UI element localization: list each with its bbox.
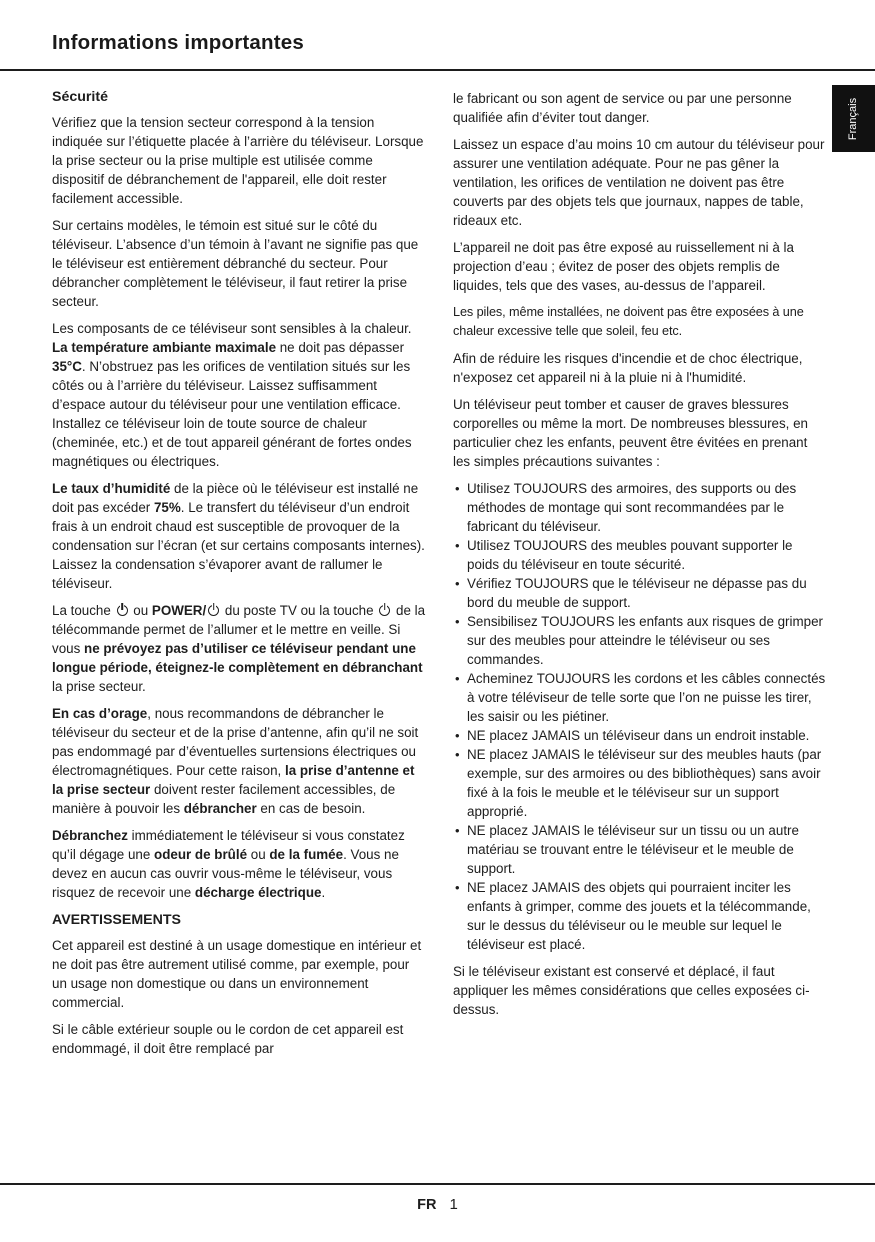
bullet-item: • Utilisez TOUJOURS des armoires, des supports ou des méthodes de montage qui sont recommandées par le fabricant du téléviseur. [453, 479, 828, 536]
bullet-item: • NE placez JAMAIS un téléviseur dans un endroit instable. [453, 726, 828, 745]
content-columns [52, 89, 828, 1066]
bullet-item: • Sensibilisez TOUJOURS les enfants aux risques de grimper sur des meubles pour atteindre le téléviseur ou ses commandes. [453, 612, 828, 669]
section-heading: AVERTISSEMENTS [52, 912, 182, 928]
page-title: Informations importantes [52, 31, 304, 54]
language-tab [832, 85, 875, 152]
bullet-item: • NE placez JAMAIS le téléviseur sur des meubles hauts (par exemple, sur des armoires ou des bibliothèques) sans avoir fixé à la fois le meuble et le téléviseur sur un support approprié. [453, 745, 828, 821]
bullet-item: • Utilisez TOUJOURS des meubles pouvant supporter le poids du téléviseur en toute sécurité. [453, 536, 828, 574]
footer-rule [0, 1183, 875, 1185]
language-code: FR [417, 1197, 437, 1213]
language-tab-label: Français [847, 97, 860, 140]
paragraph: Si le téléviseur existant est conservé et déplacé, il faut appliquer les mêmes considérations que celles exposées ci-dessus. [453, 964, 810, 1017]
section-heading: Sécurité [52, 89, 108, 105]
bullet-list [453, 479, 828, 954]
paragraph: Vérifiez que la tension secteur correspond à la tension indiquée sur l’étiquette placée à l’arrière du téléviseur. Lorsque la prise secteur ou la prise multiple est utilisée comme dispositif de débranchement de l'appareil, elle doit rester facilement accessible. [52, 115, 424, 206]
paragraph: Le taux d’humidité de la pièce où le téléviseur est installé ne doit pas excéder 75%. Le transfert du téléviseur d’un endroit frais à un endroit chaud est susceptible de provoquer de la condensation sur l’écran (et sur certains composants internes). Laissez la condensation s’évaporer avant de rallumer le téléviseur. [52, 481, 425, 591]
power-icon [379, 605, 390, 616]
paragraph: Laissez un espace d’au moins 10 cm autour du téléviseur pour assurer une ventilation adéquate. Pour ne pas gêner la ventilation, les orifices de ventilation ne doivent pas être couverts par des objets tels que journaux, nappes de table, rideaux etc. [453, 137, 825, 228]
bullet-item: • Vérifiez TOUJOURS que le téléviseur ne dépasse pas du bord du meuble de support. [453, 574, 828, 612]
paragraph: Afin de réduire les risques d'incendie et de choc électrique, n'exposez cet appareil ni à la pluie ni à l'humidité. [453, 351, 803, 385]
paragraph: Les piles, même installées, ne doivent pas être exposées à une chaleur excessive telle que soleil, feu etc. [453, 305, 804, 338]
right-column [453, 89, 828, 1066]
paragraph: Si le câble extérieur souple ou le cordon de cet appareil est endommagé, il doit être remplacé par [52, 1022, 404, 1056]
footer-text [0, 1196, 875, 1213]
paragraph: Cet appareil est destiné à un usage domestique en intérieur et ne doit pas être autrement utilisé comme, par exemple, pour un usage non domestique ou dans un environnement commercial. [52, 938, 422, 1010]
power-icon [117, 605, 128, 616]
paragraph: le fabricant ou son agent de service ou par une personne qualifiée afin d’éviter tout danger. [453, 91, 792, 125]
paragraph: Les composants de ce téléviseur sont sensibles à la chaleur. La température ambiante maximale ne doit pas dépasser 35°C. N’obstruez pas les orifices de ventilation situés sur les côtés ou à l’arrière du téléviseur. Laissez suffisamment d’espace autour du téléviseur pour une ventilation efficace. Installez ce téléviseur loin de toute source de chaleur (cheminée, etc.) et de tout appareil générant de fortes ondes magnétiques ou électriques. [52, 321, 412, 469]
bullet-item: • Acheminez TOUJOURS les cordons et les câbles connectés à votre téléviseur de telle sorte que l’on ne puisse les tirer, les saisir ou les piétiner. [453, 669, 828, 726]
left-column [52, 89, 427, 1066]
bullet-item: • NE placez JAMAIS des objets qui pourraient inciter les enfants à grimper, comme des jouets et la télécommande, sur le dessus du téléviseur ou le meuble sur lequel le téléviseur est placé. [453, 878, 828, 954]
paragraph: Un téléviseur peut tomber et causer de graves blessures corporelles ou même la mort. De nombreuses blessures, en particulier chez les enfants, peuvent être évitées en prenant les simples précautions suivantes : [453, 397, 809, 469]
bullet-item: • NE placez JAMAIS le téléviseur sur un tissu ou un autre matériau se trouvant entre le téléviseur et le meuble de support. [453, 821, 828, 878]
paragraph: La touche ou POWER/ du poste TV ou la touche de la télécommande permet de l’allumer et le mettre en veille. Si vous ne prévoyez pas d’utiliser ce téléviseur pendant une longue période, éteignez-le complètement en débranchant la prise secteur. [52, 603, 426, 694]
paragraph: L’appareil ne doit pas être exposé au ruissellement ni à la projection d’eau ; évitez de poser des objets remplis de liquides, tels que des vases, au-dessus de l’appareil. [453, 240, 794, 293]
paragraph: Sur certains modèles, le témoin est situé sur le côté du téléviseur. L’absence d’un témoin à l’avant ne signifie pas que le téléviseur est entièrement débranché du secteur. Pour débrancher complètement le téléviseur, il faut retirer la prise secteur. [52, 218, 419, 309]
header-rule [0, 69, 875, 71]
paragraph: Débranchez immédiatement le téléviseur si vous constatez qu’il dégage une odeur de brûlé ou de la fumée. Vous ne devez en aucun cas ouvrir vous-même le téléviseur, vous risquez de recevoir une décharge électrique. [52, 828, 405, 900]
page-number: 1 [449, 1196, 458, 1213]
paragraph: En cas d’orage, nous recommandons de débrancher le téléviseur du secteur et de la prise d’antenne, afin qu’il ne soit pas endommagé par d’éventuelles surtensions électriques ou électromagnétiques. Pour cette raison, la prise d’antenne et la prise secteur doivent rester facilement accessibles, de manière à pouvoir les débrancher en cas de besoin. [52, 706, 419, 816]
power-icon [208, 605, 219, 616]
